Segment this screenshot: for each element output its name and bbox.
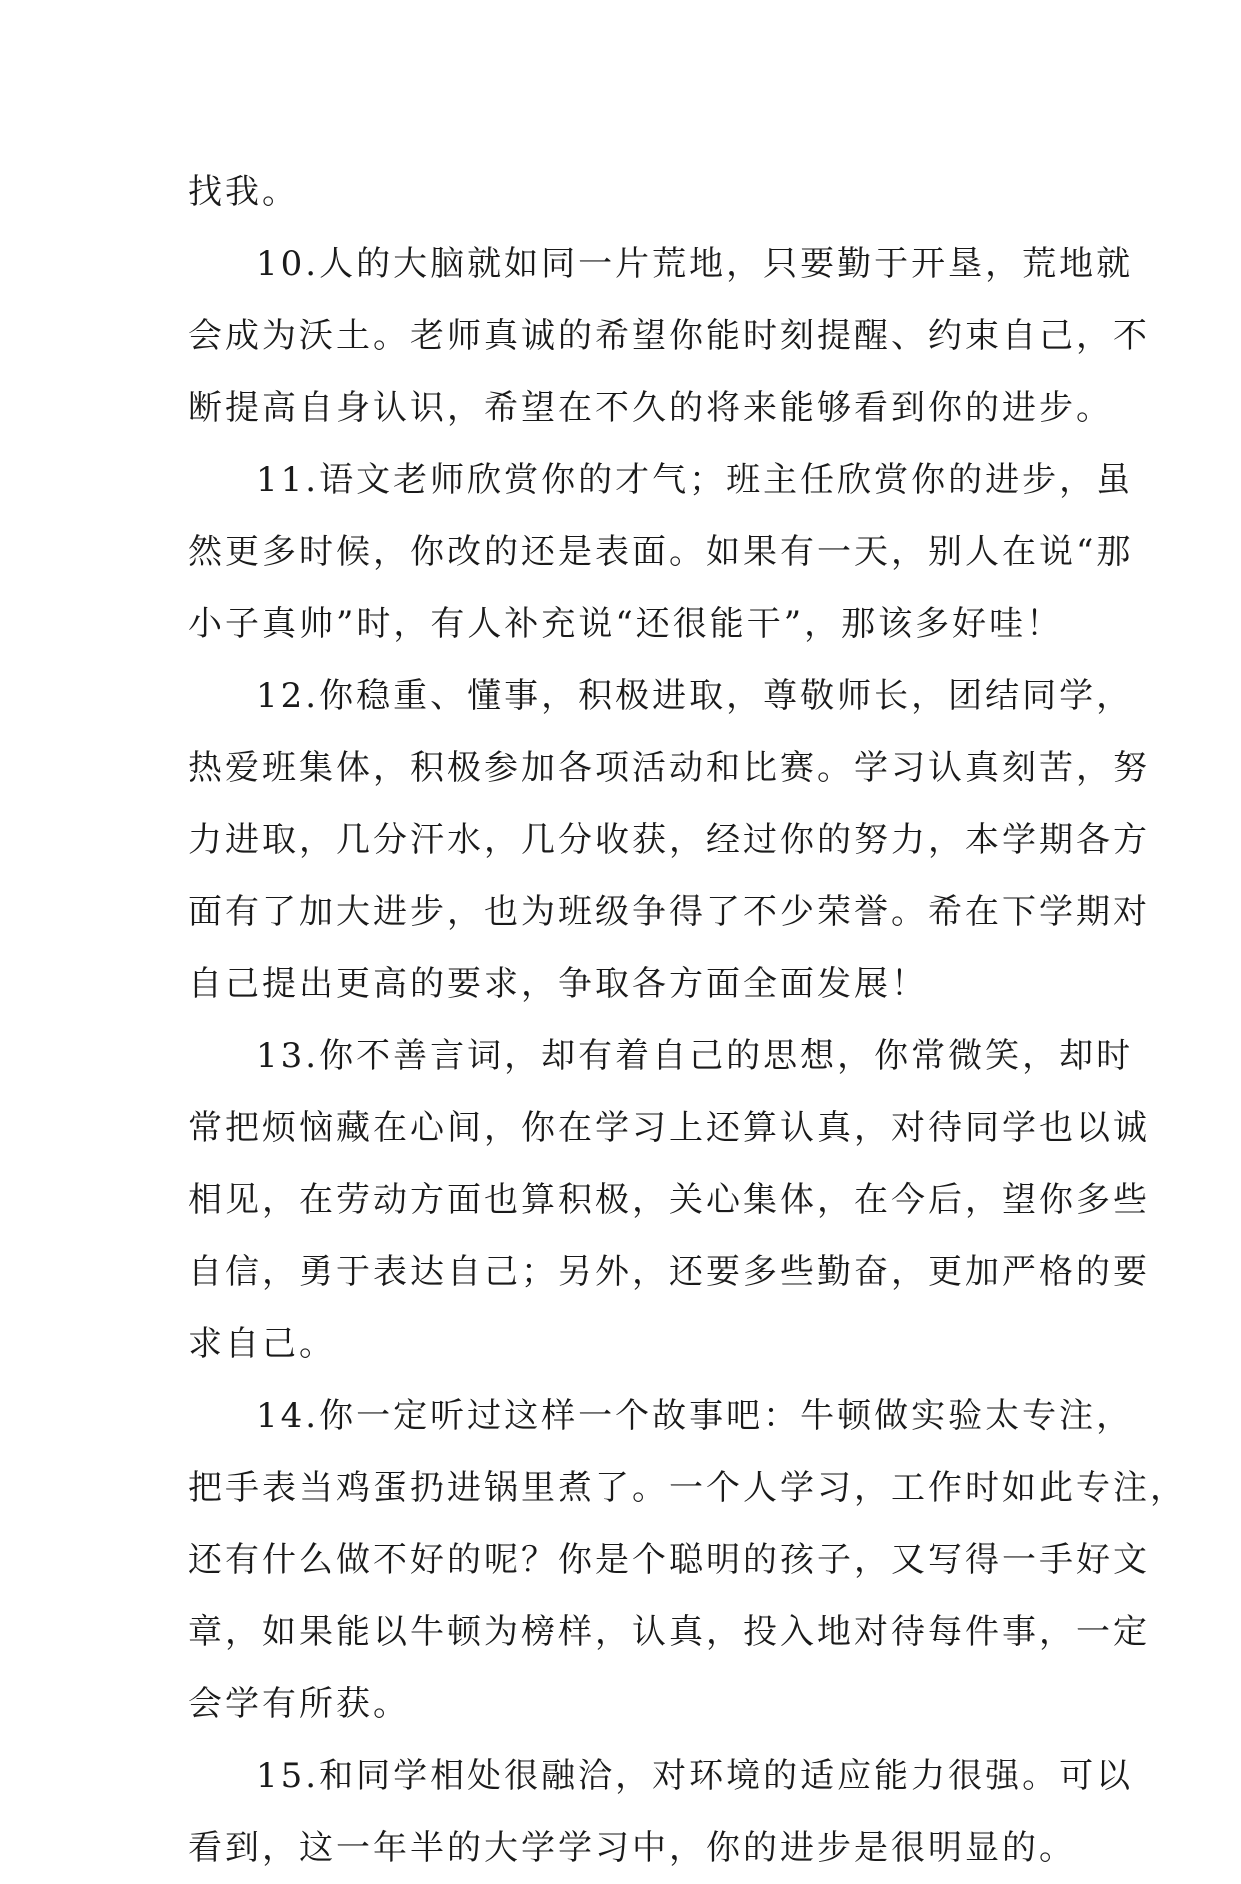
paragraph-line: 自己提出更高的要求，争取各方面全面发展！ — [188, 964, 928, 1004]
paragraph-line: 力进取，几分汗水，几分收获，经过你的努力，本学期各方 — [188, 820, 1150, 860]
paragraph-first-line: 14.你一定听过这样一个故事吧：牛顿做实验太专注， — [256, 1396, 1134, 1436]
paragraph-first-line: 13.你不善言词，却有着自己的思想，你常微笑，却时 — [256, 1036, 1134, 1076]
paragraph-first-line: 12.你稳重、懂事，积极进取，尊敬师长，团结同学， — [256, 676, 1134, 716]
paragraph-line: 面有了加大进步，也为班级争得了不少荣誉。希在下学期对 — [188, 892, 1150, 932]
paragraph-line: 找我。 — [188, 172, 299, 212]
paragraph-first-line: 15.和同学相处很融洽，对环境的适应能力很强。可以 — [256, 1756, 1134, 1796]
paragraph-first-line: 11.语文老师欣赏你的才气；班主任欣赏你的进步，虽 — [256, 460, 1134, 500]
paragraph-line: 会成为沃土。老师真诚的希望你能时刻提醒、约束自己，不 — [188, 316, 1150, 356]
paragraph-line: 求自己。 — [188, 1324, 336, 1364]
paragraph-line: 把手表当鸡蛋扔进锅里煮了。一个人学习，工作时如此专注， — [188, 1468, 1187, 1508]
paragraph-line: 会学有所获。 — [188, 1684, 410, 1724]
paragraph-line: 断提高自身认识，希望在不久的将来能够看到你的进步。 — [188, 388, 1113, 428]
paragraph-first-line: 10.人的大脑就如同一片荒地，只要勤于开垦，荒地就 — [256, 244, 1134, 284]
paragraph-line: 章，如果能以牛顿为榜样，认真，投入地对待每件事，一定 — [188, 1612, 1150, 1652]
paragraph-line: 相见，在劳动方面也算积极，关心集体，在今后，望你多些 — [188, 1180, 1150, 1220]
document-page — [188, 156, 1187, 1884]
paragraph-line: 常把烦恼藏在心间，你在学习上还算认真，对待同学也以诚 — [188, 1108, 1150, 1148]
paragraph-line: 还有什么做不好的呢？你是个聪明的孩子，又写得一手好文 — [188, 1540, 1150, 1580]
paragraph-line: 自信，勇于表达自己；另外，还要多些勤奋，更加严格的要 — [188, 1252, 1150, 1292]
paragraph-line: 然更多时候，你改的还是表面。如果有一天，别人在说“那 — [188, 532, 1134, 572]
paragraph-line: 热爱班集体，积极参加各项活动和比赛。学习认真刻苦，努 — [188, 748, 1150, 788]
paragraph-line: 看到，这一年半的大学学习中，你的进步是很明显的。 — [188, 1828, 1076, 1868]
paragraph-line: 小子真帅”时，有人补充说“还很能干”，那该多好哇！ — [188, 604, 1064, 644]
